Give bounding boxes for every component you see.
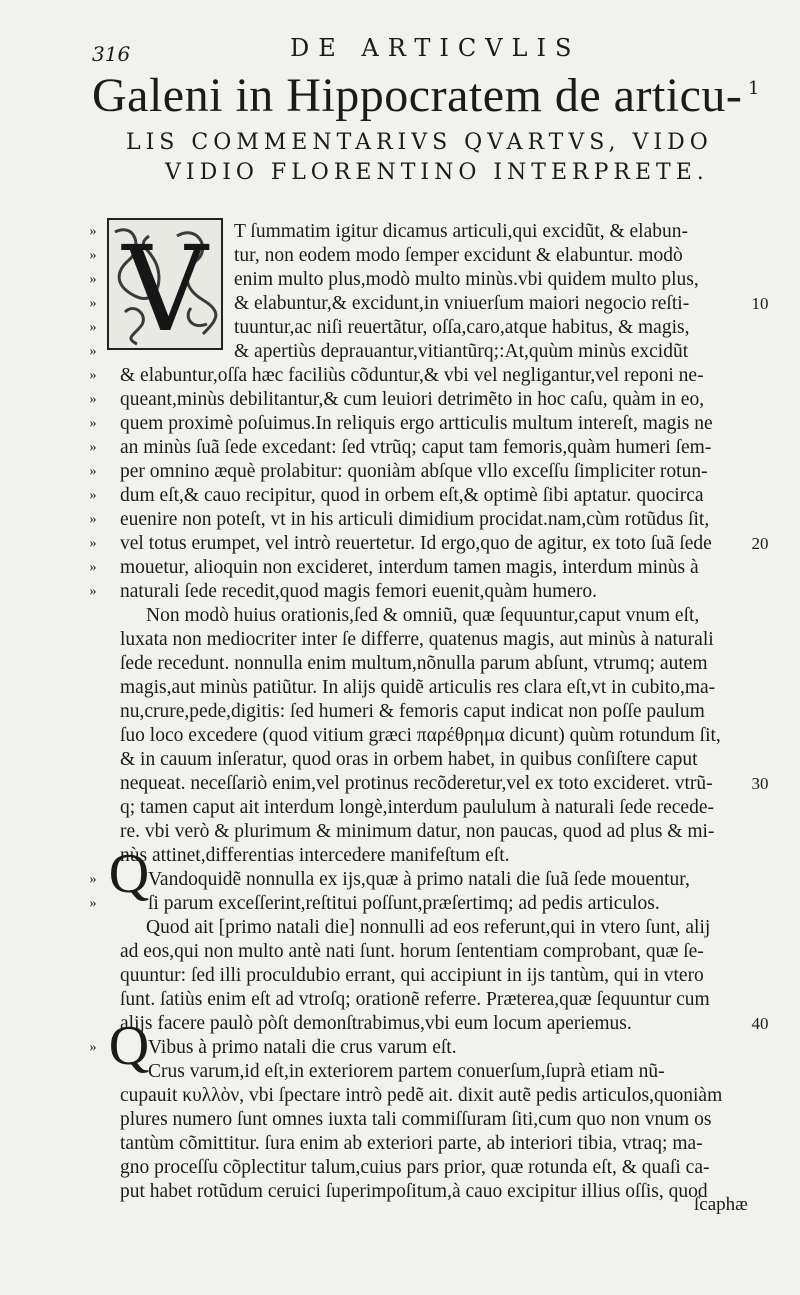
- quote-mark: »: [89, 224, 97, 239]
- margin-line-number: 10: [751, 294, 769, 313]
- text-line: quuntur: ſed illi proculdubio errant, qui accipiunt in ijs tantùm, qui in vtero: [120, 965, 704, 986]
- title-line-3: VIDIO FLORENTINO INTERPRETE.: [165, 160, 709, 185]
- text-line: quem proximè poſuimus.In reliquis ergo artticulis multum intereſt, magis ne: [120, 413, 713, 434]
- margin-line-number: 20: [751, 534, 769, 553]
- text-line: queant,minùs debilitantur,& cum leuiori detrimẽto in hoc caſu, quàm in eo,: [120, 389, 705, 410]
- quote-mark: »: [89, 344, 97, 359]
- quote-mark: »: [89, 248, 97, 263]
- text-line: Non modò huius orationis,ſed & omniũ, quæ ſequuntur,caput vnum eſt,: [146, 605, 700, 626]
- text-line: Crus varum,id eſt,in exteriorem partem conuerſum,ſuprà etiam nũ-: [148, 1061, 665, 1082]
- quote-mark: »: [89, 440, 97, 455]
- text-line: enim multo plus,modò multo minùs.vbi quidem multo plus,: [234, 269, 699, 290]
- running-head: DE ARTICVLIS: [290, 34, 581, 62]
- quote-mark: »: [89, 320, 97, 335]
- title-marker: 1: [748, 78, 760, 99]
- text-line: cupauit κυλλὸν, vbi ſpectare intrò pedẽ ait. dixit autẽ pedis articulos,quoniàm: [120, 1085, 723, 1106]
- quote-mark: »: [89, 272, 97, 287]
- small-initial-q-1: Q: [108, 843, 150, 905]
- text-line: nequeat. neceſſariò enim,vel protinus recõderetur,vel ex toto excideret. vtrũ-: [120, 773, 713, 794]
- text-line: mouetur, alioquin non excideret, interdum tamen magis, interdum minùs à: [120, 557, 699, 578]
- text-line: euenire non poteſt, vt in his articuli dimidium procidat.nam,cùm rotũdus ſit,: [120, 509, 710, 530]
- text-line: ſunt. ſatiùs enim eſt ad vtroſq; orationẽ referre. Præterea,quæ ſequuntur cum: [120, 989, 710, 1010]
- quote-mark: »: [89, 872, 97, 887]
- text-line: tantùm cõmittitur. ſura enim ab exteriori parte, ab interiori tibia, vtraq; ma-: [120, 1133, 703, 1154]
- quote-mark: »: [89, 512, 97, 527]
- text-line: nu,crure,pede,digitis: ſed humeri & femoris caput indicat non poſſe paulum: [120, 701, 705, 722]
- text-line: re. vbi verò & plurimum & minimum datur, non paucas, quod ad plus & mi-: [120, 821, 715, 842]
- quote-mark: »: [89, 416, 97, 431]
- catchword: ſcaphæ: [694, 1194, 748, 1215]
- text-line: tur, non eodem modo ſemper excidunt & elabuntur. modò: [234, 245, 683, 266]
- text-line: ad eos,qui non multo antè nati ſunt. horum ſententiam comprobant, quæ ſe-: [120, 941, 704, 962]
- text-line: nùs attinet,differentias intercedere manifeſtum eſt.: [120, 845, 510, 866]
- text-line: dum eſt,& cauo recipitur, quod in orbem eſt,& optimè ſibi aptatur. quocirca: [120, 485, 704, 506]
- quote-mark: »: [89, 464, 97, 479]
- decorated-initial-v: [107, 218, 223, 350]
- quote-mark: »: [89, 536, 97, 551]
- text-line: Vibus à primo natali die crus varum eſt.: [148, 1037, 457, 1058]
- text-line: & elabuntur,& excidunt,in vniuerſum maiori negocio reſti-: [234, 293, 690, 314]
- margin-line-number: 30: [751, 774, 769, 793]
- margin-line-number: 40: [751, 1014, 769, 1033]
- page-number: 316: [92, 42, 131, 66]
- text-line: ſede recedunt. nonnulla enim multum,nõnulla parum abſunt, vtrumq; autem: [120, 653, 708, 674]
- quote-mark: »: [89, 368, 97, 383]
- text-line: plures numero ſunt omnes iuxta tali commiſſuram ſiti,cum quo non vnum os: [120, 1109, 712, 1130]
- text-line: vel totus erumpet, vel intrò reuertetur. Id ergo,quo de agitur, ex toto ſuã ſede: [120, 533, 712, 554]
- text-line: tuuntur,ac niſi reuertãtur, oſſa,caro,atque habitus, & magis,: [234, 317, 690, 338]
- text-line: Vandoquidẽ nonnulla ex ijs,quæ à primo natali die ſuã ſede mouentur,: [148, 869, 690, 890]
- text-line: Quod ait [primo natali die] nonnulli ad eos referunt,qui in vtero ſunt, alij: [146, 917, 711, 938]
- small-initial-q-2: Q: [108, 1015, 150, 1077]
- text-line: gno proceſſu cõplectitur talum,cuius pars prior, quæ rotunda eſt, & quaſi ca-: [120, 1157, 710, 1178]
- text-line: an minùs ſuã ſede excedant: ſed vtrũq; caput tam femoris,quàm humeri ſem-: [120, 437, 712, 458]
- text-line: per omnino æquè prolabitur: quoniàm abſque vllo exceſſu ſimpliciter rotun-: [120, 461, 708, 482]
- quote-mark: »: [89, 488, 97, 503]
- quote-mark: »: [89, 392, 97, 407]
- quote-mark: »: [89, 896, 97, 911]
- initial-letter: V: [122, 220, 208, 350]
- quote-mark: »: [89, 1040, 97, 1055]
- quote-mark: »: [89, 584, 97, 599]
- text-line: ſuo loco excedere (quod vitium græci παρέθρημα dicunt) quùm rotundum ſit,: [120, 725, 721, 746]
- text-line: T ſummatim igitur dicamus articuli,qui excidũt, & elabun-: [234, 221, 689, 242]
- quote-mark: »: [89, 296, 97, 311]
- text-line: & apertiùs deprauantur,vitiantũrq;:At,quùm minùs excidũt: [234, 341, 689, 362]
- text-line: magis,aut minùs patiũtur. In alijs quidẽ articulis res clara eſt,vt in cubito,ma-: [120, 677, 716, 698]
- quote-mark: »: [89, 560, 97, 575]
- title-line-2: LIS COMMENTARIVS QVARTVS, VIDO: [126, 130, 713, 155]
- text-line: & elabuntur,oſſa hæc faciliùs cõduntur,& vbi vel negligantur,vel reponi ne-: [120, 365, 704, 386]
- text-line: ſi parum exceſſerint,reſtitui poſſunt,præſertimq; ad pedis articulos.: [148, 893, 660, 914]
- text-line: put habet rotũdum ceruici ſuperimpoſitum,à cauo excipitur illius oſſis, quod: [120, 1181, 708, 1202]
- text-line: & in cauum inſeratur, quod oras in orbem habet, in quibus conſiſtere caput: [120, 749, 698, 770]
- title-line-1: Galeni in Hippocratem de articu-: [92, 69, 743, 122]
- text-line: naturali ſede recedit,quod magis femori euenit,quàm humero.: [120, 581, 598, 602]
- text-line: alijs facere paulò pòſt demonſtrabimus,vbi eum locum aperiemus.: [120, 1013, 632, 1034]
- text-line: luxata non mediocriter inter ſe differre, quatenus magis, aut minùs à naturali: [120, 629, 714, 650]
- text-line: q; tamen caput ait interdum longè,interdum paululum à naturali ſede recede-: [120, 797, 714, 818]
